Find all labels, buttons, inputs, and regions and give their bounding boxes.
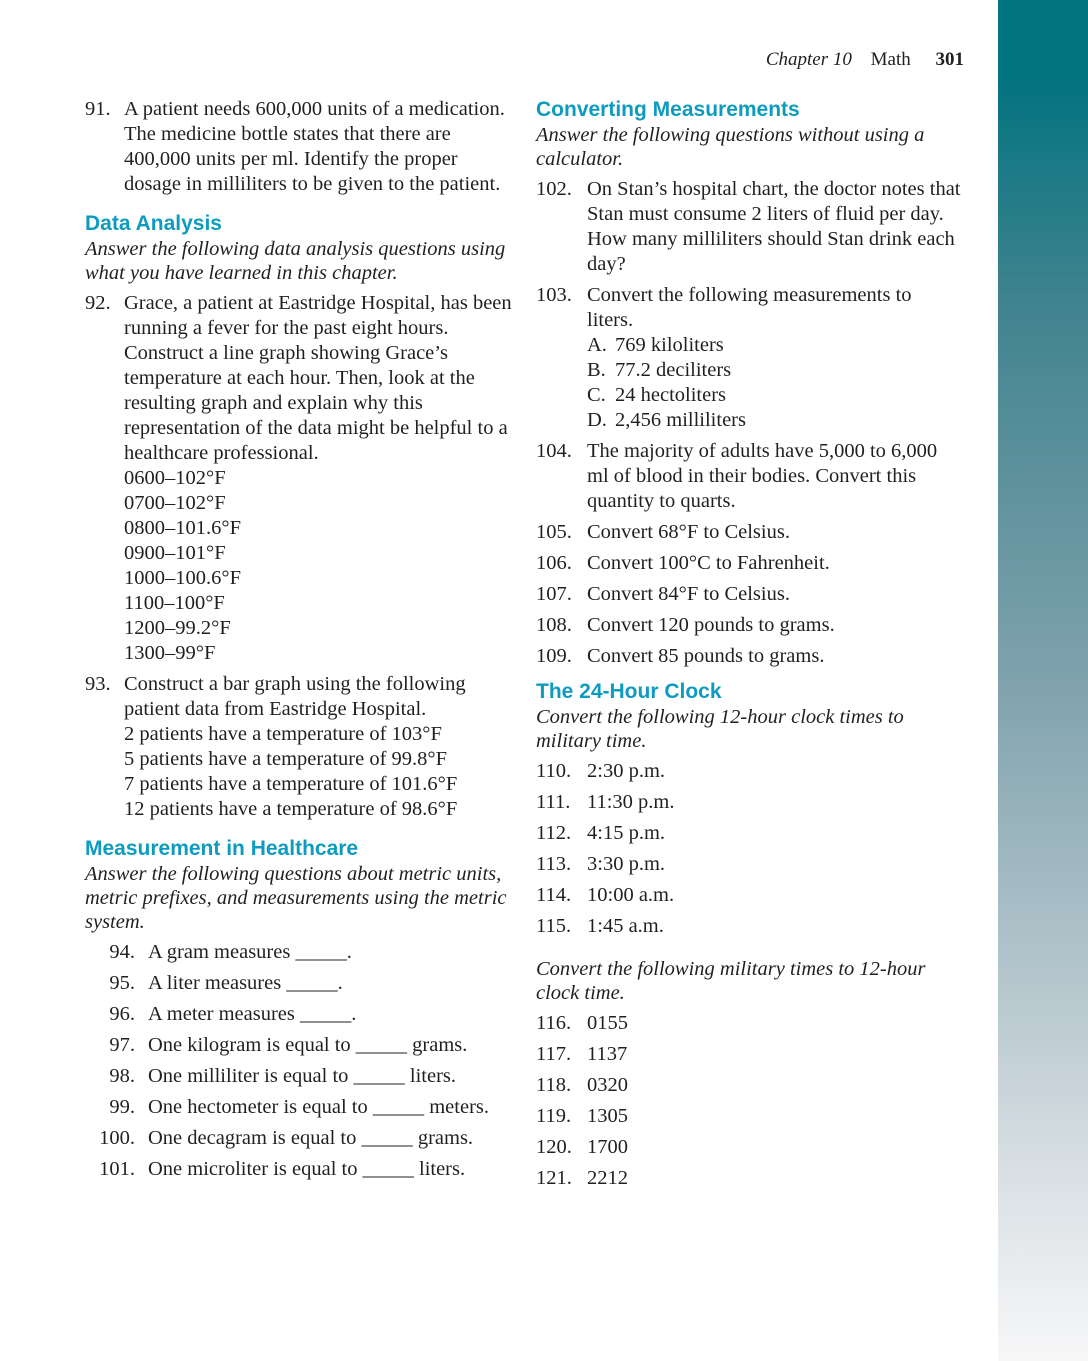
sub-item-letter: A. <box>587 334 607 356</box>
question-number: 101. <box>99 1158 135 1180</box>
question-text: Convert 84°F to Celsius. <box>587 583 790 605</box>
patient-data-line: 5 patients have a temperature of 99.8°F <box>124 748 447 770</box>
question-number: 93. <box>85 673 111 695</box>
question-item <box>85 1095 517 1120</box>
question-item <box>85 1002 517 1027</box>
question-text: Grace, a patient at Eastridge Hospital, has been running a fever for the past eight hours. Construct a line graph showing Grace’s temperature at each hour. Then, look at the resulting graph and explain why this representation of the data might be helpful to a healthcare professional. <box>124 292 512 464</box>
sub-item-text: 2,456 milliliters <box>615 409 746 431</box>
question-103 <box>536 283 961 433</box>
sub-item-letter: B. <box>587 359 606 381</box>
question-text: A liter measures _____. <box>148 972 343 994</box>
question-text: 1700 <box>587 1136 628 1158</box>
question-item <box>536 759 961 784</box>
question-text: One microliter is equal to _____ liters. <box>148 1158 466 1180</box>
section-intro: Answer the following questions without using a calculator. <box>536 124 925 170</box>
question-item <box>536 883 961 908</box>
question-number: 104. <box>536 440 572 462</box>
question-text: 2:30 p.m. <box>587 760 666 782</box>
question-number: 110. <box>536 760 572 782</box>
question-text: Convert 120 pounds to grams. <box>587 614 835 636</box>
question-text: Convert 85 pounds to grams. <box>587 645 825 667</box>
question-number: 116. <box>536 1012 572 1034</box>
question-number: 105. <box>536 521 572 543</box>
question-text: One kilogram is equal to _____ grams. <box>148 1034 468 1056</box>
temperature-reading: 0900–101°F <box>124 542 226 564</box>
sub-item-text: 77.2 deciliters <box>615 359 732 381</box>
question-number: 113. <box>536 853 572 875</box>
sub-item <box>587 408 961 433</box>
question-number: 97. <box>109 1034 135 1056</box>
sub-item <box>587 383 961 408</box>
section-heading-24-hour-clock: The 24-Hour Clock <box>536 680 722 703</box>
question-number: 112. <box>536 822 572 844</box>
question-number: 107. <box>536 583 572 605</box>
question-item <box>536 1042 961 1067</box>
question-number: 103. <box>536 284 572 306</box>
question-item <box>536 852 961 877</box>
question-92 <box>85 291 517 666</box>
question-text: 11:30 p.m. <box>587 791 675 813</box>
question-item <box>536 1166 961 1191</box>
section-heading-converting: Converting Measurements <box>536 98 800 121</box>
question-text: 10:00 a.m. <box>587 884 675 906</box>
section-label: Math <box>870 49 911 70</box>
question-text: 0155 <box>587 1012 628 1034</box>
question-item <box>85 940 517 965</box>
question-text: On Stan’s hospital chart, the doctor notes that Stan must consume 2 liters of fluid per day. How many milliliters should Stan drink each day? <box>587 178 961 275</box>
question-item <box>536 1073 961 1098</box>
sub-item-list <box>587 333 961 433</box>
question-number: 111. <box>536 791 571 813</box>
section-intro: Convert the following 12-hour clock times to military time. <box>536 706 904 752</box>
question-number: 119. <box>536 1105 572 1127</box>
question-number: 91. <box>85 98 111 120</box>
question-item <box>85 1126 517 1151</box>
left-column <box>85 97 517 1188</box>
question-text: Convert the following measurements to liters. <box>587 284 912 331</box>
sub-item-text: 24 hectoliters <box>615 384 727 406</box>
sub-item-letter: C. <box>587 384 606 406</box>
question-text: One milliliter is equal to _____ liters. <box>148 1065 457 1087</box>
question-item <box>536 914 961 939</box>
question-91 <box>85 97 517 197</box>
question-104 <box>536 439 961 514</box>
chapter-label: Chapter 10 <box>765 49 852 70</box>
chapter-color-band <box>998 0 1088 1361</box>
patient-data-line: 2 patients have a temperature of 103°F <box>124 723 442 745</box>
sub-item-letter: D. <box>587 409 607 431</box>
question-text: 3:30 p.m. <box>587 853 666 875</box>
question-number: 118. <box>536 1074 572 1096</box>
question-item <box>536 613 961 638</box>
question-item <box>536 1011 961 1036</box>
page-number: 301 <box>935 49 964 70</box>
question-item <box>85 1033 517 1058</box>
question-text: 1:45 a.m. <box>587 915 664 937</box>
question-item <box>536 582 961 607</box>
temperature-reading: 1100–100°F <box>124 592 225 614</box>
section-intro: Answer the following data analysis questions using what you have learned in this chapter. <box>85 238 506 284</box>
section-intro: Convert the following military times to 12-hour clock time. <box>536 958 926 1004</box>
measurement-questions <box>85 940 517 1182</box>
question-number: 94. <box>109 941 135 963</box>
question-text: 1305 <box>587 1105 628 1127</box>
temperature-reading: 0700–102°F <box>124 492 226 514</box>
question-number: 98. <box>109 1065 135 1087</box>
patient-data-line: 7 patients have a temperature of 101.6°F <box>124 773 458 795</box>
sub-item <box>587 358 961 383</box>
question-text: Convert 68°F to Celsius. <box>587 521 790 543</box>
question-text: 1137 <box>587 1043 628 1065</box>
question-text: 4:15 p.m. <box>587 822 666 844</box>
right-column <box>536 97 961 1197</box>
question-item <box>536 1104 961 1129</box>
question-number: 96. <box>109 1003 135 1025</box>
question-number: 121. <box>536 1167 572 1189</box>
question-item <box>536 520 961 545</box>
question-item <box>536 551 961 576</box>
question-text: 2212 <box>587 1167 628 1189</box>
temperature-reading: 0800–101.6°F <box>124 517 241 539</box>
question-text: Convert 100°C to Fahrenheit. <box>587 552 830 574</box>
temperature-reading: 1300–99°F <box>124 642 216 664</box>
question-number: 120. <box>536 1136 572 1158</box>
question-number: 95. <box>109 972 135 994</box>
section-intro: Answer the following questions about metric units, metric prefixes, and measurements using the metric system. <box>85 863 507 933</box>
question-text: 0320 <box>587 1074 628 1096</box>
question-number: 99. <box>109 1096 135 1118</box>
question-number: 115. <box>536 915 572 937</box>
section-heading-data-analysis: Data Analysis <box>85 212 222 235</box>
patient-data-line: 12 patients have a temperature of 98.6°F <box>124 798 458 820</box>
question-number: 102. <box>536 178 572 200</box>
sub-item <box>587 333 961 358</box>
question-item <box>85 971 517 996</box>
question-text: One hectometer is equal to _____ meters. <box>148 1096 489 1118</box>
question-text: The majority of adults have 5,000 to 6,000 ml of blood in their bodies. Convert this quantity to quarts. <box>587 440 938 512</box>
temperature-reading: 1000–100.6°F <box>124 567 241 589</box>
question-93 <box>85 672 517 822</box>
running-head <box>766 47 964 72</box>
question-number: 106. <box>536 552 572 574</box>
question-102 <box>536 177 961 277</box>
question-number: 108. <box>536 614 572 636</box>
question-item <box>85 1157 517 1182</box>
question-item <box>85 1064 517 1089</box>
question-item <box>536 644 961 669</box>
question-item <box>536 1135 961 1160</box>
question-number: 117. <box>536 1043 572 1065</box>
question-item <box>536 790 961 815</box>
question-text: Construct a bar graph using the following patient data from Eastridge Hospital. <box>124 673 466 720</box>
question-item <box>536 821 961 846</box>
question-number: 109. <box>536 645 572 667</box>
question-text: A gram measures _____. <box>148 941 352 963</box>
temperature-reading: 1200–99.2°F <box>124 617 231 639</box>
sub-item-text: 769 kiloliters <box>615 334 724 356</box>
question-text: One decagram is equal to _____ grams. <box>148 1127 474 1149</box>
question-number: 100. <box>99 1127 135 1149</box>
question-number: 92. <box>85 292 111 314</box>
question-number: 114. <box>536 884 572 906</box>
temperature-reading: 0600–102°F <box>124 467 226 489</box>
question-text: A meter measures _____. <box>148 1003 357 1025</box>
question-text: A patient needs 600,000 units of a medication. The medicine bottle states that there are 400,000 units per ml. Identify the proper dosage in milliliters to be given to the patient. <box>124 98 505 195</box>
section-heading-measurement: Measurement in Healthcare <box>85 837 359 860</box>
